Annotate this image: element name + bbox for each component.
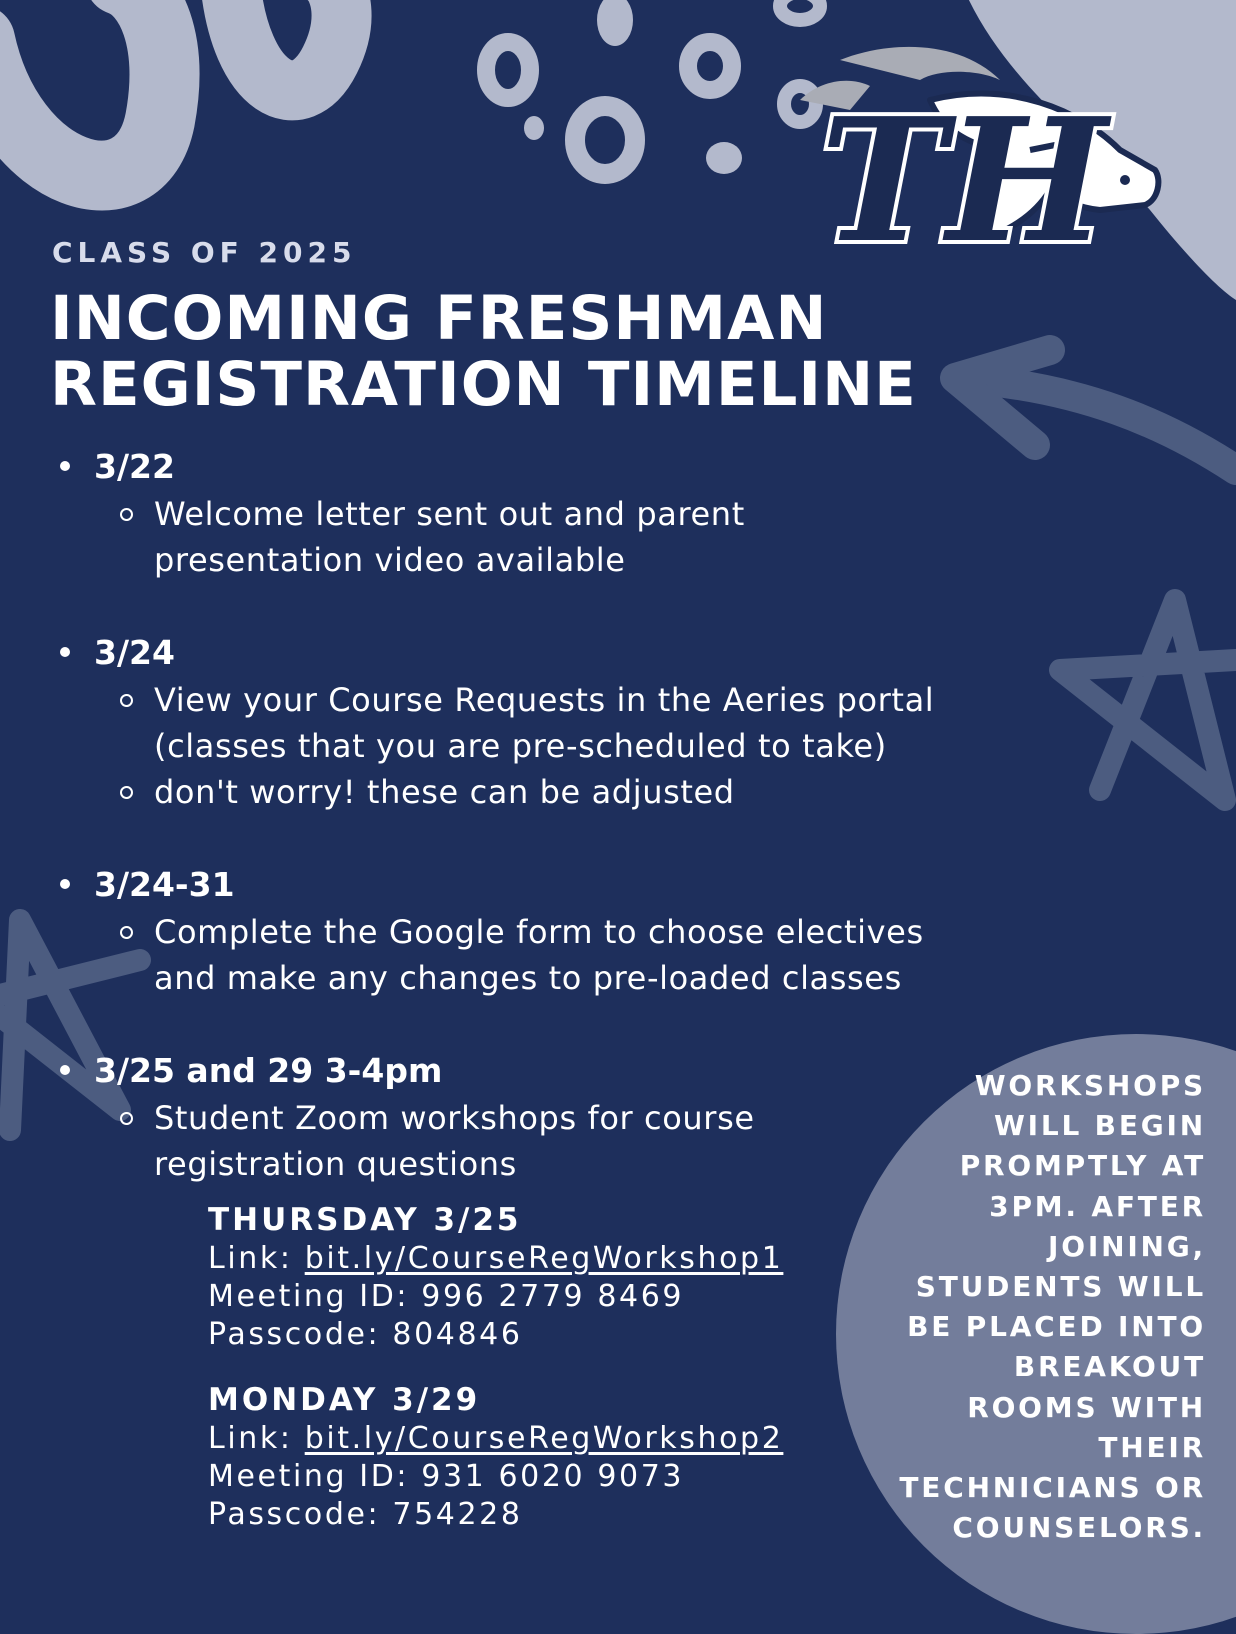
timeline-entry <box>58 445 1048 583</box>
timeline-date: 3/24 <box>94 633 175 672</box>
timeline-details <box>94 909 1048 1001</box>
class-year-label: CLASS OF 2025 <box>52 236 357 269</box>
timeline-entry <box>58 631 1048 815</box>
link-label: Link: <box>208 1421 305 1456</box>
logo-letters: TH <box>820 81 1108 280</box>
timeline-entry <box>58 863 1048 1001</box>
notice-line: WORKSHOPS <box>974 1069 1206 1102</box>
passcode: Passcode: 804846 <box>208 1317 523 1352</box>
notice-line: COUNSELORS. <box>952 1511 1206 1545</box>
notice-line: TECHNICIANS OR <box>899 1471 1206 1505</box>
timeline-detail: Complete the Google form to choose electives and make any changes to pre-loaded classes <box>154 909 1048 1001</box>
timeline-detail: Welcome letter sent out and parent presentation video available <box>154 491 1048 583</box>
meeting-id: Meeting ID: 996 2779 8469 <box>208 1279 685 1314</box>
timeline-detail: Student Zoom workshops for course registration questions <box>154 1095 1048 1187</box>
notice-line: BREAKOUT <box>1013 1350 1206 1384</box>
workshop-notice <box>876 1066 1206 1548</box>
notice-line: 3PM. AFTER <box>989 1189 1206 1223</box>
workshop-day: THURSDAY 3/25 <box>208 1202 522 1238</box>
timeline-detail: View your Course Requests in the Aeries portal (classes that you are pre-scheduled to take) <box>154 677 1048 769</box>
notice-line: THEIR <box>1098 1430 1206 1464</box>
notice-line: ROOMS WITH <box>967 1390 1206 1424</box>
workshop-link-row <box>208 1420 848 1458</box>
page-title <box>50 283 917 420</box>
timeline-date: 3/24-31 <box>94 865 235 904</box>
workshop-link[interactable]: bit.ly/CourseRegWorkshop2 <box>304 1421 784 1456</box>
workshop-day: MONDAY 3/29 <box>208 1382 481 1418</box>
timeline-date: 3/25 and 29 3-4pm <box>94 1051 443 1090</box>
title-line: INCOMING FRESHMAN <box>50 283 828 354</box>
title-line: REGISTRATION TIMELINE <box>50 349 917 420</box>
timeline-date: 3/22 <box>94 447 175 486</box>
workshop-link[interactable]: bit.ly/CourseRegWorkshop1 <box>304 1241 784 1276</box>
notice-line: STUDENTS WILL <box>915 1270 1206 1304</box>
notice-line: WILL BEGIN <box>993 1109 1206 1143</box>
meeting-id: Meeting ID: 931 6020 9073 <box>208 1459 685 1494</box>
workshop-monday <box>208 1380 848 1534</box>
workshop-thursday <box>208 1200 848 1354</box>
workshop-link-row <box>208 1240 848 1278</box>
notice-line: BE PLACED INTO <box>907 1310 1206 1344</box>
timeline-details <box>94 677 1048 815</box>
notice-line: PROMPTLY AT <box>959 1149 1206 1183</box>
link-label: Link: <box>208 1241 305 1276</box>
passcode: Passcode: 754228 <box>208 1497 523 1532</box>
timeline-detail: don't worry! these can be adjusted <box>154 769 1048 815</box>
notice-line: JOINING, <box>1048 1229 1206 1263</box>
timeline-details <box>94 491 1048 583</box>
